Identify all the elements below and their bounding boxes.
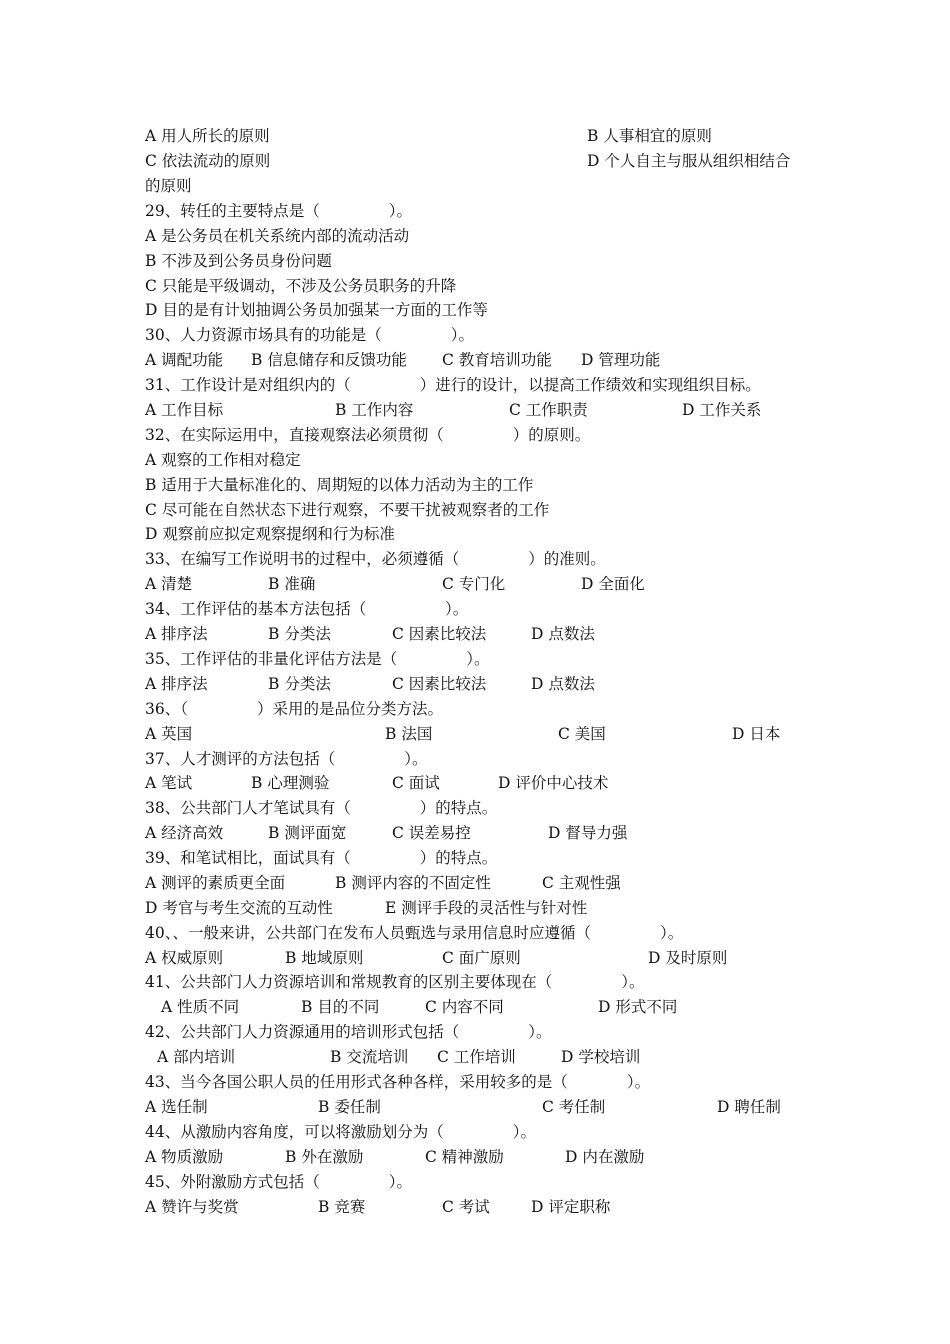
option-b: B 适用于大量标准化的、周期短的以体力活动为主的工作 [145,476,534,494]
option-d: D 点数法 [531,625,595,643]
option-b: B 委任制 [318,1098,381,1116]
option-a: A 用人所长的原则 [145,127,270,145]
option-d: D 管理功能 [581,351,661,369]
option-a: A 清楚 [145,575,193,593]
option-b: B 分类法 [268,625,331,643]
option-a: A 笔试 [145,774,193,792]
option-a: A 性质不同 [161,998,240,1016]
option-c: C 因素比较法 [392,625,487,643]
option-b: B 准确 [268,575,316,593]
option-a: A 调配功能 [145,351,224,369]
option-d: D 学校培训 [561,1048,641,1066]
option-c: C 面试 [392,774,440,792]
option-a: A 权威原则 [145,949,224,967]
option-c: C 主观性强 [542,874,621,892]
option-a: A 排序法 [145,625,208,643]
option-a: A 选任制 [145,1098,208,1116]
option-b: B 信息储存和反馈功能 [251,351,407,369]
option-c: C 尽可能在自然状态下进行观察，不要干扰被观察者的工作 [145,501,550,519]
question-text: 45、外附激励方式包括（ ）。 [145,1173,412,1191]
option-c: C 面广原则 [442,949,521,967]
option-a: A 经济高效 [145,824,224,842]
question-text: 31、工作设计是对组织内的（ ）进行的设计，以提高工作绩效和实现组织目标。 [145,376,761,394]
question-text: 34、工作评估的基本方法包括（ ）。 [145,600,469,618]
option-d: D 目的是有计划抽调公务员加强某一方面的工作等 [145,301,488,319]
option-b: B 地域原则 [285,949,364,967]
option-b: B 分类法 [268,675,331,693]
option-b: B 人事相宜的原则 [587,127,712,145]
option-b: B 不涉及到公务员身份问题 [145,252,332,270]
option-d: D 评价中心技术 [498,774,609,792]
option-c: C 精神激励 [425,1148,504,1166]
option-a: A 物质激励 [145,1148,224,1166]
option-e: E 测评手段的灵活性与针对性 [385,899,588,917]
option-b: B 心理测验 [251,774,330,792]
question-text: 33、在编写工作说明书的过程中，必须遵循（ ）的准则。 [145,550,606,568]
option-a: A 观察的工作相对稳定 [145,451,301,469]
option-d: D 点数法 [531,675,595,693]
option-d: D 个人自主与服从组织相结合 [587,152,791,170]
option-c: C 因素比较法 [392,675,487,693]
question-text: 43、当今各国公职人员的任用形式各种各样，采用较多的是（ ）。 [145,1073,651,1091]
option-b: B 竞赛 [318,1198,366,1216]
option-c: C 教育培训功能 [442,351,552,369]
question-text: 35、工作评估的非量化评估方法是（ ）。 [145,650,490,668]
option-d: D 及时原则 [648,949,728,967]
question-text: 37、人才测评的方法包括（ ）。 [145,750,428,768]
option-c: C 内容不同 [425,998,504,1016]
option-c: C 美国 [558,725,606,743]
option-c: C 依法流动的原则 [145,152,271,170]
option-c: C 工作培训 [437,1048,516,1066]
option-d: D 评定职称 [531,1198,611,1216]
option-a: A 工作目标 [145,401,224,419]
option-b: B 交流培训 [330,1048,409,1066]
option-b: B 测评面宽 [268,824,347,842]
option-a: A 部内培训 [157,1048,236,1066]
question-text: 41、公共部门人力资源培训和常规教育的区别主要体现在（ ）。 [145,973,645,991]
question-text: 40、、一般来讲，公共部门在发布人员甄选与录用信息时应遵循（ ）。 [145,924,684,942]
question-text: 30、人力资源市场具有的功能是（ ）。 [145,326,474,344]
option-b: B 工作内容 [335,401,414,419]
option-d: D 聘任制 [717,1098,781,1116]
question-text: 29、转任的主要特点是（ ）。 [145,202,412,220]
option-a: A 排序法 [145,675,208,693]
option-c: C 工作职责 [509,401,588,419]
option-d: D 观察前应拟定观察提纲和行为标准 [145,525,395,543]
option-d: D 形式不同 [598,998,678,1016]
question-text: 32、在实际运用中，直接观察法必须贯彻（ ）的原则。 [145,426,591,444]
option-d: D 考官与考生交流的互动性 [145,899,333,917]
option-d: D 日本 [732,725,781,743]
option-b: B 测评内容的不固定性 [335,874,491,892]
option-d: D 工作关系 [682,401,762,419]
option-d: D 全面化 [581,575,645,593]
option-b: B 外在激励 [285,1148,364,1166]
question-text: 39、和笔试相比，面试具有（ ）的特点。 [145,849,498,867]
option-a: A 英国 [145,725,193,743]
option-d: D 督导力强 [548,824,628,842]
question-text: 42、公共部门人力资源通用的培训形式包括（ ）。 [145,1023,552,1041]
option-a: A 是公务员在机关系统内部的流动活动 [145,227,410,245]
option-c: C 考任制 [542,1098,606,1116]
option-c: C 只能是平级调动，不涉及公务员职务的升降 [145,277,457,295]
option-b: B 目的不同 [301,998,380,1016]
question-text: 38、公共部门人才笔试具有（ ）的特点。 [145,799,498,817]
option-c: C 专门化 [442,575,506,593]
option-c: C 误差易控 [392,824,471,842]
option-b: B 法国 [385,725,433,743]
option-a: A 测评的素质更全面 [145,874,286,892]
option-a: A 赞许与奖赏 [145,1198,239,1216]
option-d: D 内在激励 [565,1148,645,1166]
question-text: 44、从激励内容角度，可以将激励划分为（ ）。 [145,1123,536,1141]
option-continuation: 的原则 [145,177,192,195]
option-c: C 考试 [442,1198,490,1216]
question-text: 36、（ ）采用的是品位分类方法。 [145,700,443,718]
